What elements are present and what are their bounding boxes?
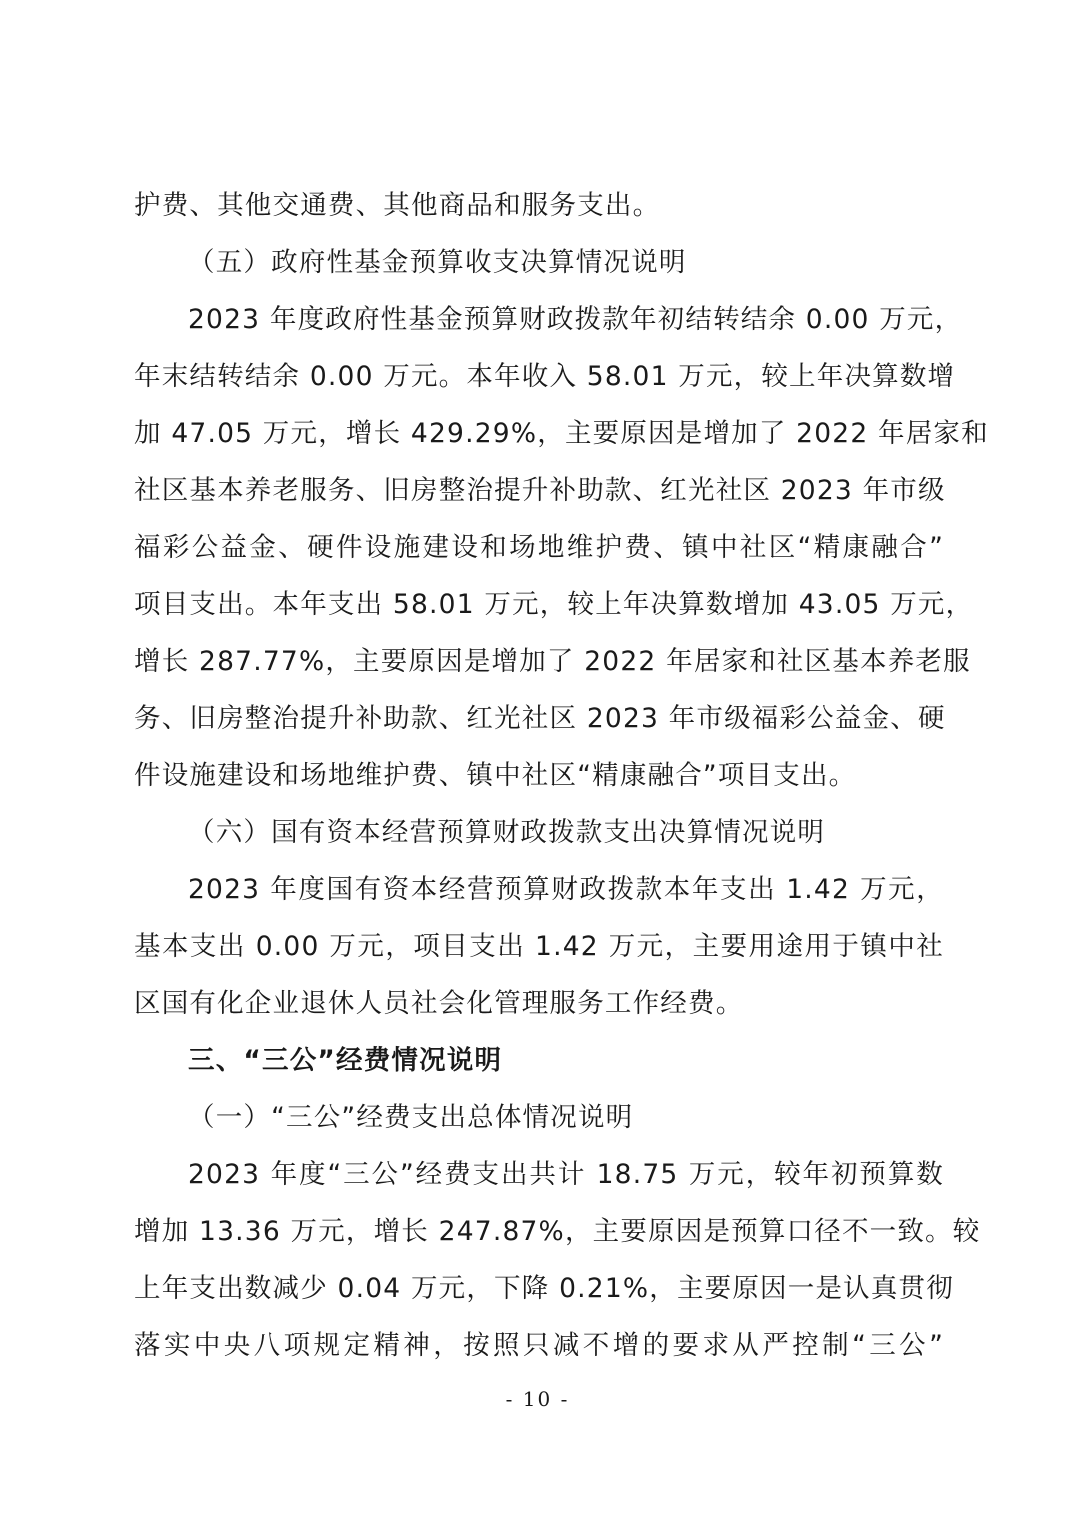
text-line: 2023 年度国有资本经营预算财政拨款本年支出 1.42 万元，: [188, 874, 944, 905]
text-line: 务、旧房整治提升补助款、红光社区 2023 年市级福彩公益金、硬: [134, 703, 946, 734]
text-line: 护费、其他交通费、其他商品和服务支出。: [134, 190, 661, 221]
text-line: 项目支出。本年支出 58.01 万元，较上年决算数增加 43.05 万元，: [134, 589, 974, 620]
text-line: 年末结转结余 0.00 万元。本年收入 58.01 万元，较上年决算数增: [134, 361, 956, 392]
text-line: 上年支出数减少 0.04 万元，下降 0.21%，主要原因一是认真贯彻: [134, 1273, 954, 1304]
text-line: 增加 13.36 万元，增长 247.87%，主要原因是预算口径不一致。较: [134, 1216, 981, 1247]
text-line: 2023 年度“三公”经费支出共计 18.75 万元，较年初预算数: [188, 1159, 944, 1190]
text-line: 2023 年度政府性基金预算财政拨款年初结转结余 0.00 万元，: [188, 304, 963, 335]
text-line: 件设施建设和场地维护费、镇中社区“精康融合”项目支出。: [134, 760, 857, 791]
text-line: 区国有化企业退休人员社会化管理服务工作经费。: [134, 988, 744, 1019]
text-line: 福彩公益金、硬件设施建设和场地维护费、镇中社区“精康融合”: [134, 532, 944, 563]
text-line: 增长 287.77%，主要原因是增加了 2022 年居家和社区基本养老服: [134, 646, 971, 677]
text-line: 落实中央八项规定精神，按照只减不增的要求从严控制“三公”: [134, 1330, 944, 1361]
section-heading-1: （一）“三公”经费支出总体情况说明: [188, 1102, 634, 1133]
chapter-heading-3: 三、“三公”经费情况说明: [188, 1045, 503, 1076]
text-line: 社区基本养老服务、旧房整治提升补助款、红光社区 2023 年市级: [134, 475, 946, 506]
section-heading-6: （六）国有资本经营预算财政拨款支出决算情况说明: [188, 817, 826, 848]
text-line: 加 47.05 万元，增长 429.29%，主要原因是增加了 2022 年居家和: [134, 418, 989, 449]
section-heading-5: （五）政府性基金预算收支决算情况说明: [188, 247, 687, 278]
text-line: 基本支出 0.00 万元，项目支出 1.42 万元，主要用途用于镇中社: [134, 931, 944, 962]
page-number: - 10 -: [505, 1387, 570, 1411]
